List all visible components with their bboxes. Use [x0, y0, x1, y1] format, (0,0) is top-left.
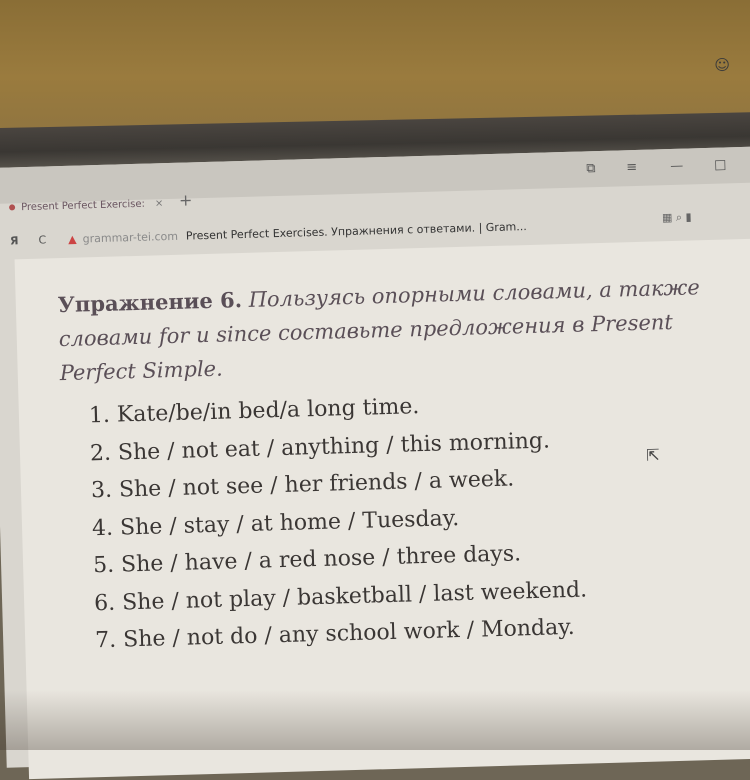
maximize-icon[interactable]: □	[713, 157, 727, 173]
extension-icon[interactable]: ☺	[714, 56, 730, 74]
favicon-icon	[9, 204, 15, 210]
exercise-heading	[57, 270, 720, 390]
list-item: 6. She / not play / basketball / last weekend.	[93, 576, 588, 616]
minimize-icon[interactable]: —	[670, 158, 684, 175]
url-domain[interactable]: grammar-tei.com	[82, 229, 179, 245]
list-item: 3. She / not see / her friends / a week.	[90, 466, 515, 504]
mouse-cursor-icon: ⇱	[646, 445, 660, 465]
list-item: 2. She / not eat / anything / this morning.	[89, 427, 551, 466]
yandex-logo-icon[interactable]: Я	[9, 233, 19, 247]
tab-label: Present Perfect Exercise:	[20, 198, 146, 213]
new-tab-button[interactable]: +	[178, 190, 193, 210]
list-item: 1. Kate/be/in bed/a long time.	[88, 394, 420, 429]
list-item: 5. She / have / a red nose / three days.	[92, 541, 522, 579]
reload-icon[interactable]: C	[38, 232, 47, 247]
list-item: 7. She / not do / any school work / Monday.	[94, 614, 575, 654]
bookmark-manager-icon[interactable]: ⧉	[586, 161, 596, 177]
warning-icon: ▲	[67, 232, 77, 246]
list-item: 4. She / stay / at home / Tuesday.	[91, 505, 460, 541]
bottom-shadow	[0, 690, 750, 750]
exercise-instruction: Пользуясь опорными словами, а также словами for и since составьте предложения в Present Perfect Simple.	[58, 275, 701, 386]
page-title: Present Perfect Exercises. Упражнения с ответами. | Gram...	[185, 219, 527, 243]
browser-window	[0, 146, 750, 768]
close-icon[interactable]: ×	[154, 197, 164, 209]
exercise-list	[88, 384, 588, 660]
menu-icon[interactable]: ≡	[626, 159, 638, 176]
tab-present-perfect[interactable]	[9, 193, 169, 217]
exercise-number: Упражнение 6.	[57, 287, 243, 318]
reader-icon[interactable]: ▦ ⌕ ▮	[661, 210, 692, 225]
